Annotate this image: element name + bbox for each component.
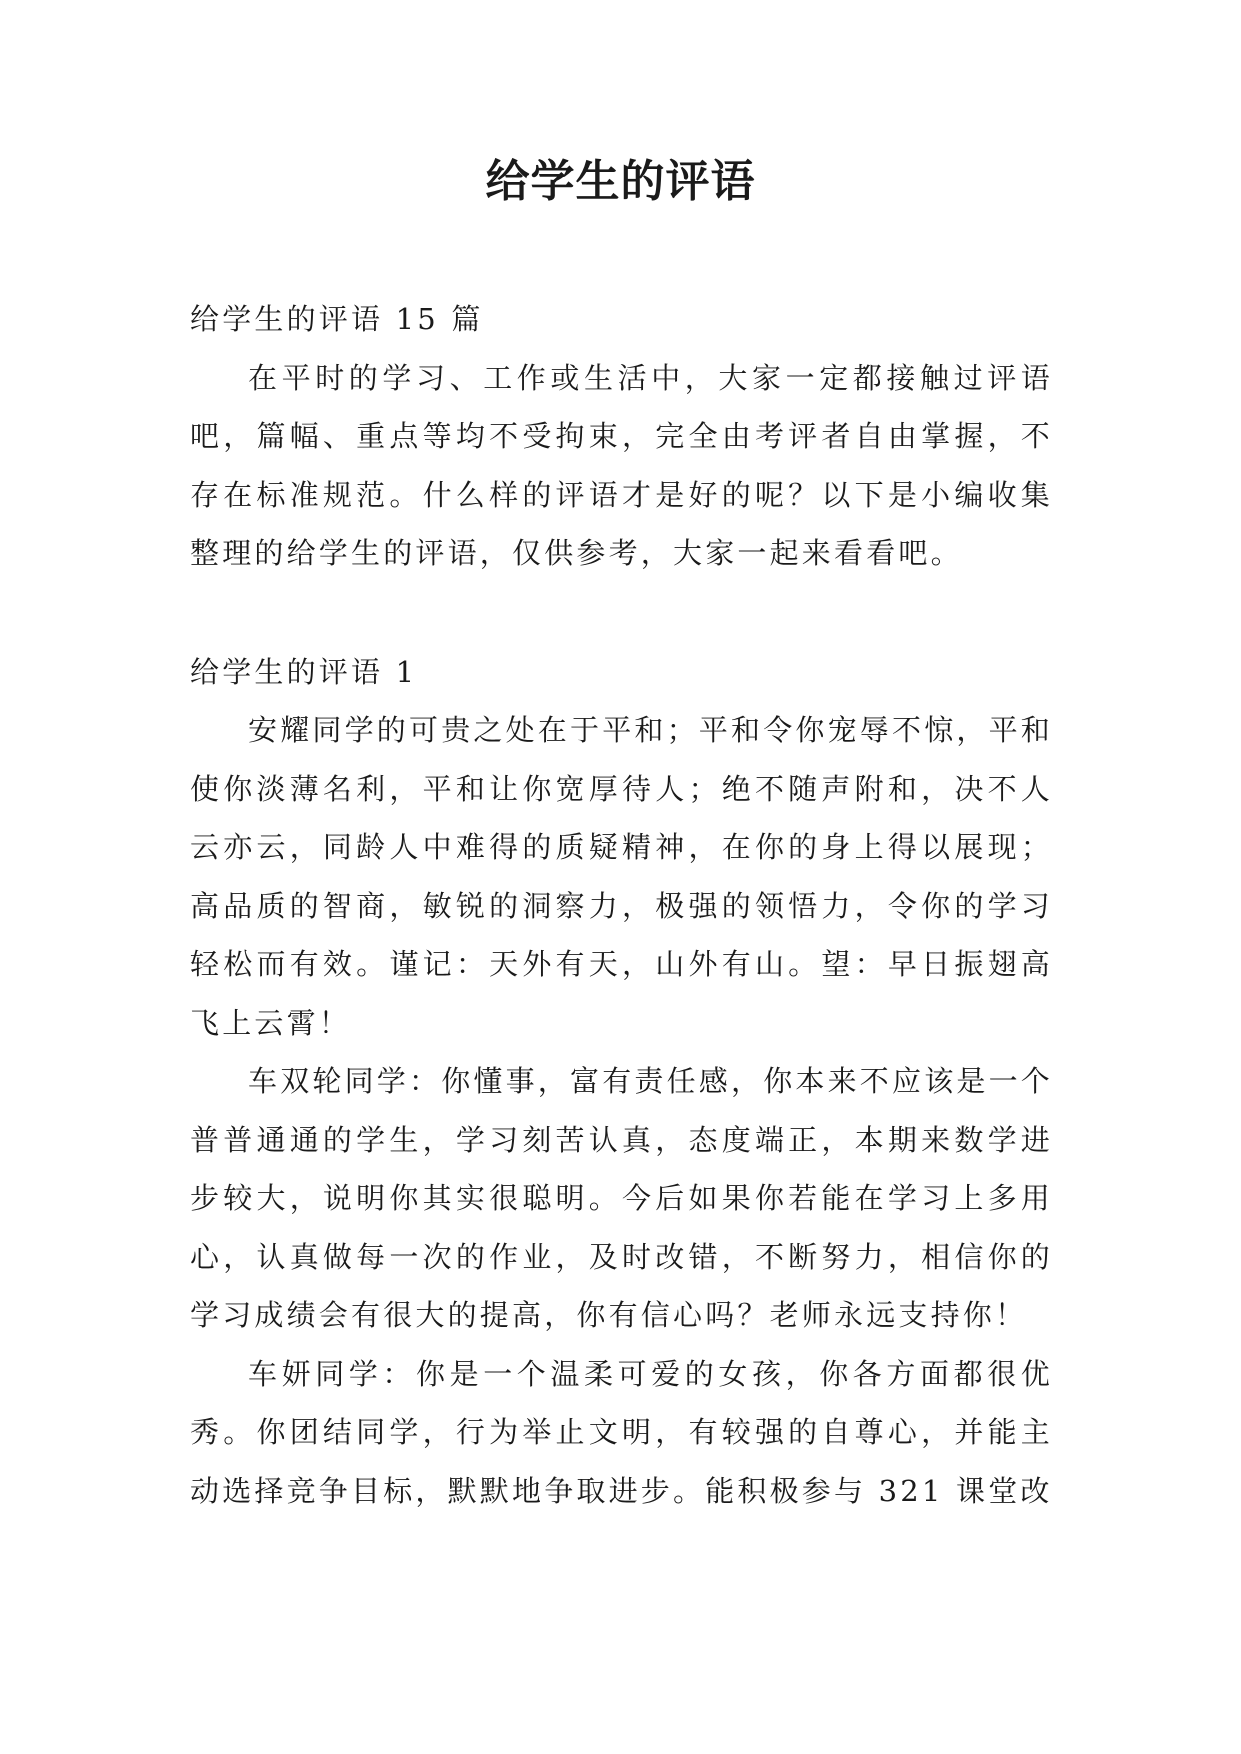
section-spacer	[190, 583, 1053, 643]
comment-paragraph: 车双轮同学：你懂事，富有责任感，你本来不应该是一个普普通通的学生，学习刻苦认真，态度端正，本期来数学进步较大，说明你其实很聪明。今后如果你若能在学习上多用心，认真做每一次的作业，及时改错，不断努力，相信你的学习成绩会有很大的提高，你有信心吗？老师永远支持你！	[190, 1064, 1054, 1332]
intro-heading: 给学生的评语 15 篇	[190, 302, 484, 336]
comment-paragraph: 安耀同学的可贵之处在于平和；平和令你宠辱不惊，平和使你淡薄名利，平和让你宽厚待人；绝不随声附和，决不人云亦云，同龄人中难得的质疑精神，在你的身上得以展现；高品质的智商，敏锐的洞察力，极强的领悟力，令你的学习轻松而有效。谨记：天外有天，山外有山。望：早日振翅高飞上云霄！	[190, 713, 1054, 1040]
section-heading: 给学生的评语 1	[190, 654, 418, 689]
document-title: 给学生的评语	[485, 156, 756, 207]
intro-paragraph: 在平时的学习、工作或生活中，大家一定都接触过评语吧，篇幅、重点等均不受拘束，完全由考评者自由掌握，不存在标准规范。什么样的评语才是好的呢？以下是小编收集整理的给学生的评语，仅供参考，大家一起来看看吧。	[190, 360, 1053, 570]
comment-paragraph: 车妍同学：你是一个温柔可爱的女孩，你各方面都很优秀。你团结同学，行为举止文明，有较强的自尊心，并能主动选择竞争目标，默默地争取进步。能积极参与 321 课堂改	[190, 1356, 1053, 1508]
document-body	[190, 290, 1053, 1520]
